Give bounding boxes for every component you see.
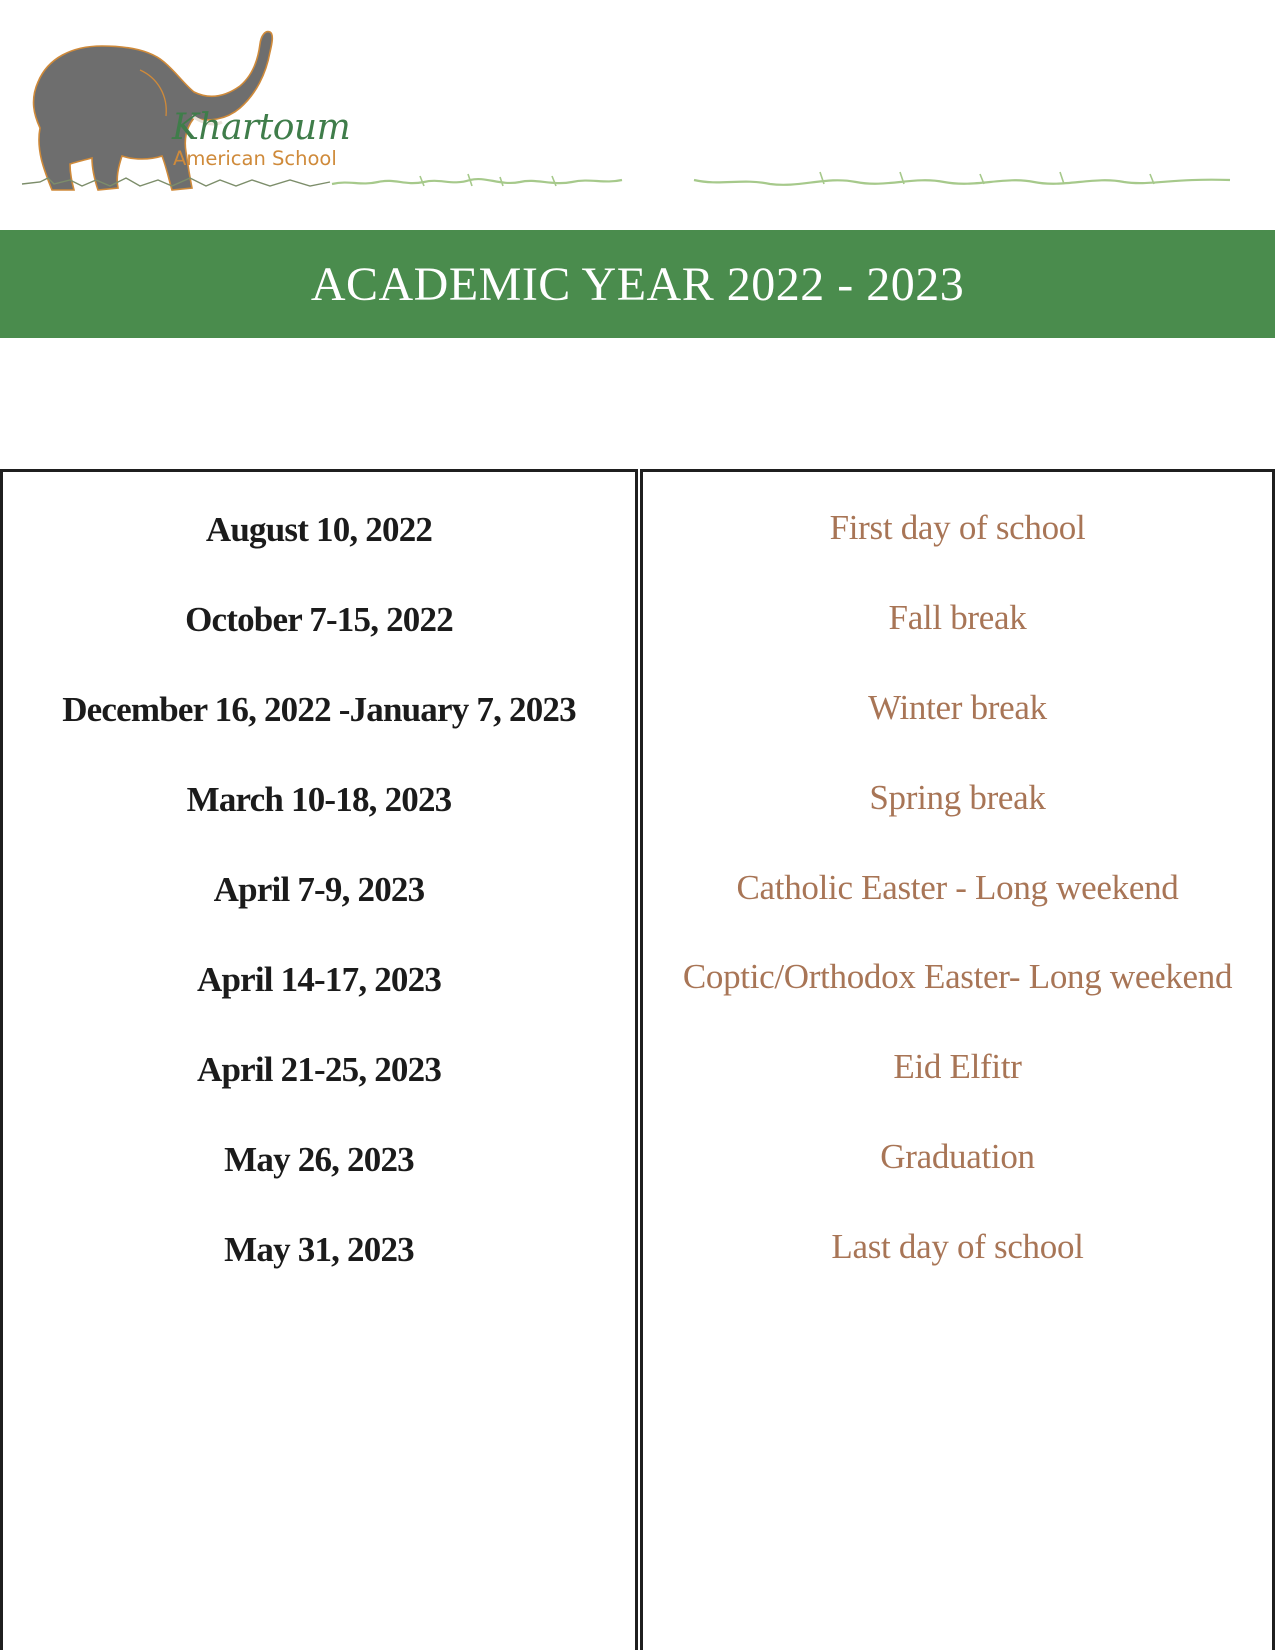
event-text: First day of school xyxy=(829,508,1086,547)
event-cell xyxy=(643,1217,1272,1277)
date-text: August 10, 2022 xyxy=(205,510,433,549)
date-text: May 31, 2023 xyxy=(224,1230,414,1269)
date-cell xyxy=(3,1040,635,1100)
event-cell xyxy=(643,858,1272,918)
event-text: Last day of school xyxy=(831,1227,1084,1266)
logo-name-line-2: American School xyxy=(173,147,337,170)
date-cell xyxy=(3,950,635,1010)
event-text: Graduation xyxy=(880,1137,1035,1176)
date-text: May 26, 2023 xyxy=(224,1140,414,1179)
date-text: April 21-25, 2023 xyxy=(196,1050,442,1089)
date-text: March 10-18, 2023 xyxy=(186,780,452,819)
date-text: April 7-9, 2023 xyxy=(213,870,425,909)
date-cell xyxy=(3,1220,635,1280)
date-text: April 14-17, 2023 xyxy=(196,960,442,999)
event-cell xyxy=(643,1127,1272,1187)
logo-name-line-1: Khartoum xyxy=(172,107,351,148)
event-cell xyxy=(643,947,1272,1007)
date-text: December 16, 2022 -January 7, 2023 xyxy=(62,690,576,729)
dates-column xyxy=(0,469,638,1650)
event-cell xyxy=(643,678,1272,738)
title-banner xyxy=(0,230,1275,338)
event-text: Catholic Easter - Long weekend xyxy=(736,868,1179,907)
date-cell xyxy=(3,1130,635,1190)
event-text: Winter break xyxy=(868,688,1047,727)
date-cell xyxy=(3,590,635,650)
date-cell xyxy=(3,860,635,920)
event-cell xyxy=(643,1037,1272,1097)
events-column xyxy=(640,469,1275,1650)
date-text: October 7-15, 2022 xyxy=(185,600,453,639)
event-cell xyxy=(643,498,1272,558)
page-title: ACADEMIC YEAR 2022 - 2023 xyxy=(310,257,965,311)
event-text: Eid Elfitr xyxy=(893,1047,1022,1086)
event-cell xyxy=(643,588,1272,648)
school-logo xyxy=(0,0,1275,225)
event-text: Fall break xyxy=(888,598,1027,637)
date-cell xyxy=(3,770,635,830)
calendar-table xyxy=(0,469,1275,1650)
event-text: Spring break xyxy=(869,778,1046,817)
event-cell xyxy=(643,768,1272,828)
date-cell xyxy=(3,680,635,740)
date-cell xyxy=(3,500,635,560)
event-text: Coptic/Orthodox Easter- Long weekend xyxy=(682,957,1233,996)
